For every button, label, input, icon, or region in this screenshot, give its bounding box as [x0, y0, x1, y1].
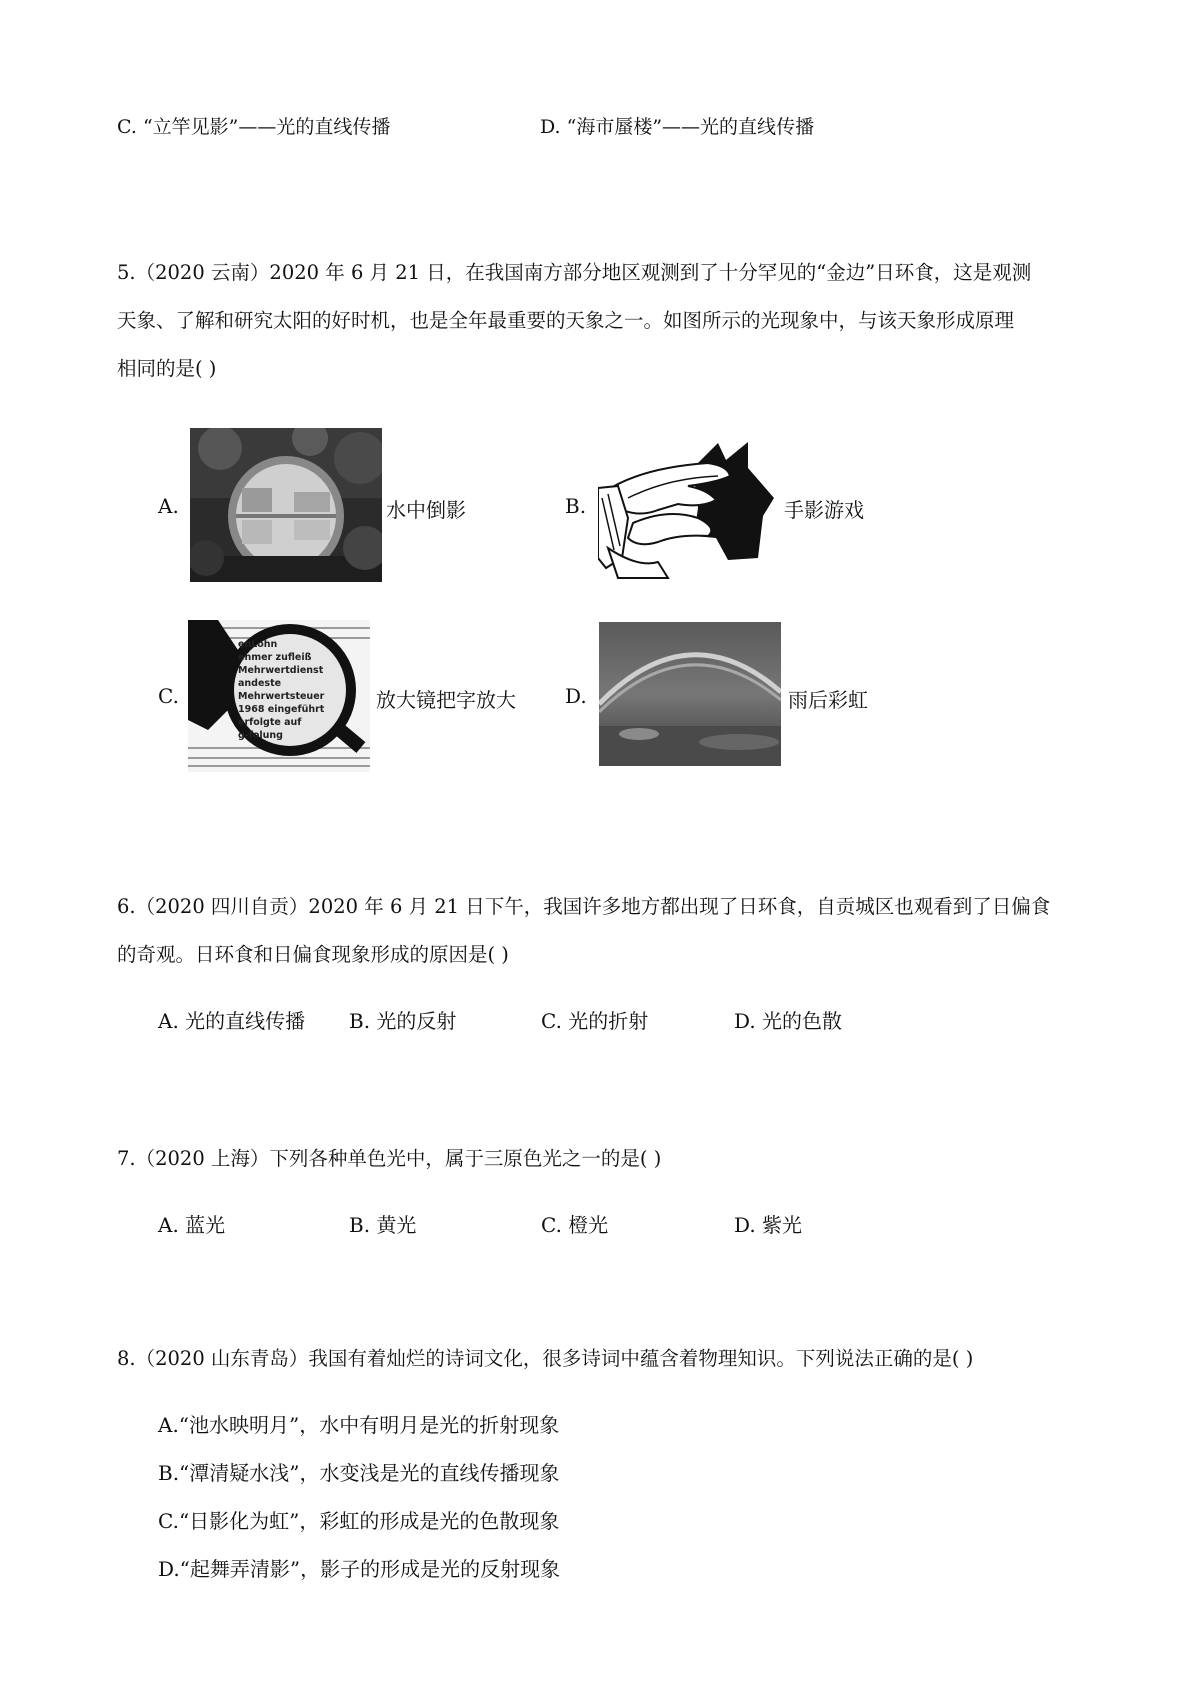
rainbow-icon: [599, 622, 781, 766]
q6-option-b: B. 光的反射: [349, 1009, 457, 1033]
q6-option-d: D. 光的色散: [734, 1009, 843, 1033]
q5-option-c-caption: 放大镜把字放大: [376, 688, 516, 712]
q6-stem-line1: 6.（2020 四川自贡）2020 年 6 月 21 日下午，我国许多地方都出现了日环食，自贡城区也观看到了日偏食: [117, 895, 1051, 918]
q8-stem-line1: 8.（2020 山东青岛）我国有着灿烂的诗词文化，很多诗词中蕴含着物理知识。下列说法正确的是( ): [117, 1347, 974, 1370]
q5-option-a-caption: 水中倒影: [386, 498, 466, 522]
q5-option-c-letter: C.: [158, 684, 179, 708]
q8-option-b: B.“潭清疑水浅”，水变浅是光的直线传播现象: [158, 1461, 560, 1485]
q5-option-a-letter: A.: [158, 494, 179, 518]
q7-option-d: D. 紫光: [734, 1213, 803, 1237]
q5-stem-line1: 5.（2020 云南）2020 年 6 月 21 日，在我国南方部分地区观测到了十分罕见的“金边”日环食，这是观测: [117, 261, 1032, 284]
hand-shadow-icon: [598, 438, 778, 580]
q5-stem-line2: 天象、了解和研究太阳的好时机，也是全年最重要的天象之一。如图所示的光现象中，与该天象形成原理: [117, 309, 1015, 332]
q6-option-c: C. 光的折射: [541, 1009, 649, 1033]
magnifier-text: enLohn ehmer zufleiß Mehrwertdienst andeste Mehrwertsteuer 1968 eingeführt erfolgte auf g-folung: [238, 639, 325, 741]
q7-option-a: A. 蓝光: [158, 1213, 226, 1237]
q4-option-d: D. “海市蜃楼”——光的直线传播: [540, 116, 815, 138]
q6-stem-line2: 的奇观。日环食和日偏食现象形成的原因是( ): [117, 943, 509, 966]
q5-option-d-letter: D.: [565, 684, 587, 708]
q5-option-d-caption: 雨后彩虹: [788, 688, 868, 712]
hand-shadow-drawing: [598, 438, 778, 580]
q5-stem-line3: 相同的是( ): [117, 357, 217, 380]
q8-option-a: A.“池水映明月”，水中有明月是光的折射现象: [158, 1413, 560, 1437]
q5-option-b-letter: B.: [565, 494, 587, 518]
q4-option-c: C. “立竿见影”——光的直线传播: [117, 116, 391, 138]
q8-option-c: C.“日影化为虹”，彩虹的形成是光的色散现象: [158, 1509, 560, 1533]
bridge-reflection-icon: [190, 428, 382, 582]
magnifying-glass-photo: [188, 620, 370, 772]
q5-option-b-caption: 手影游戏: [784, 498, 864, 522]
q7-stem-line1: 7.（2020 上海）下列各种单色光中，属于三原色光之一的是( ): [117, 1147, 662, 1170]
q7-option-c: C. 橙光: [541, 1213, 609, 1237]
q6-option-a: A. 光的直线传播: [158, 1009, 306, 1033]
q7-option-b: B. 黄光: [349, 1213, 417, 1237]
q8-option-d: D.“起舞弄清影”，影子的形成是光的反射现象: [158, 1557, 561, 1581]
bridge-reflection-photo: [190, 428, 382, 582]
rainbow-photo: [599, 622, 781, 766]
